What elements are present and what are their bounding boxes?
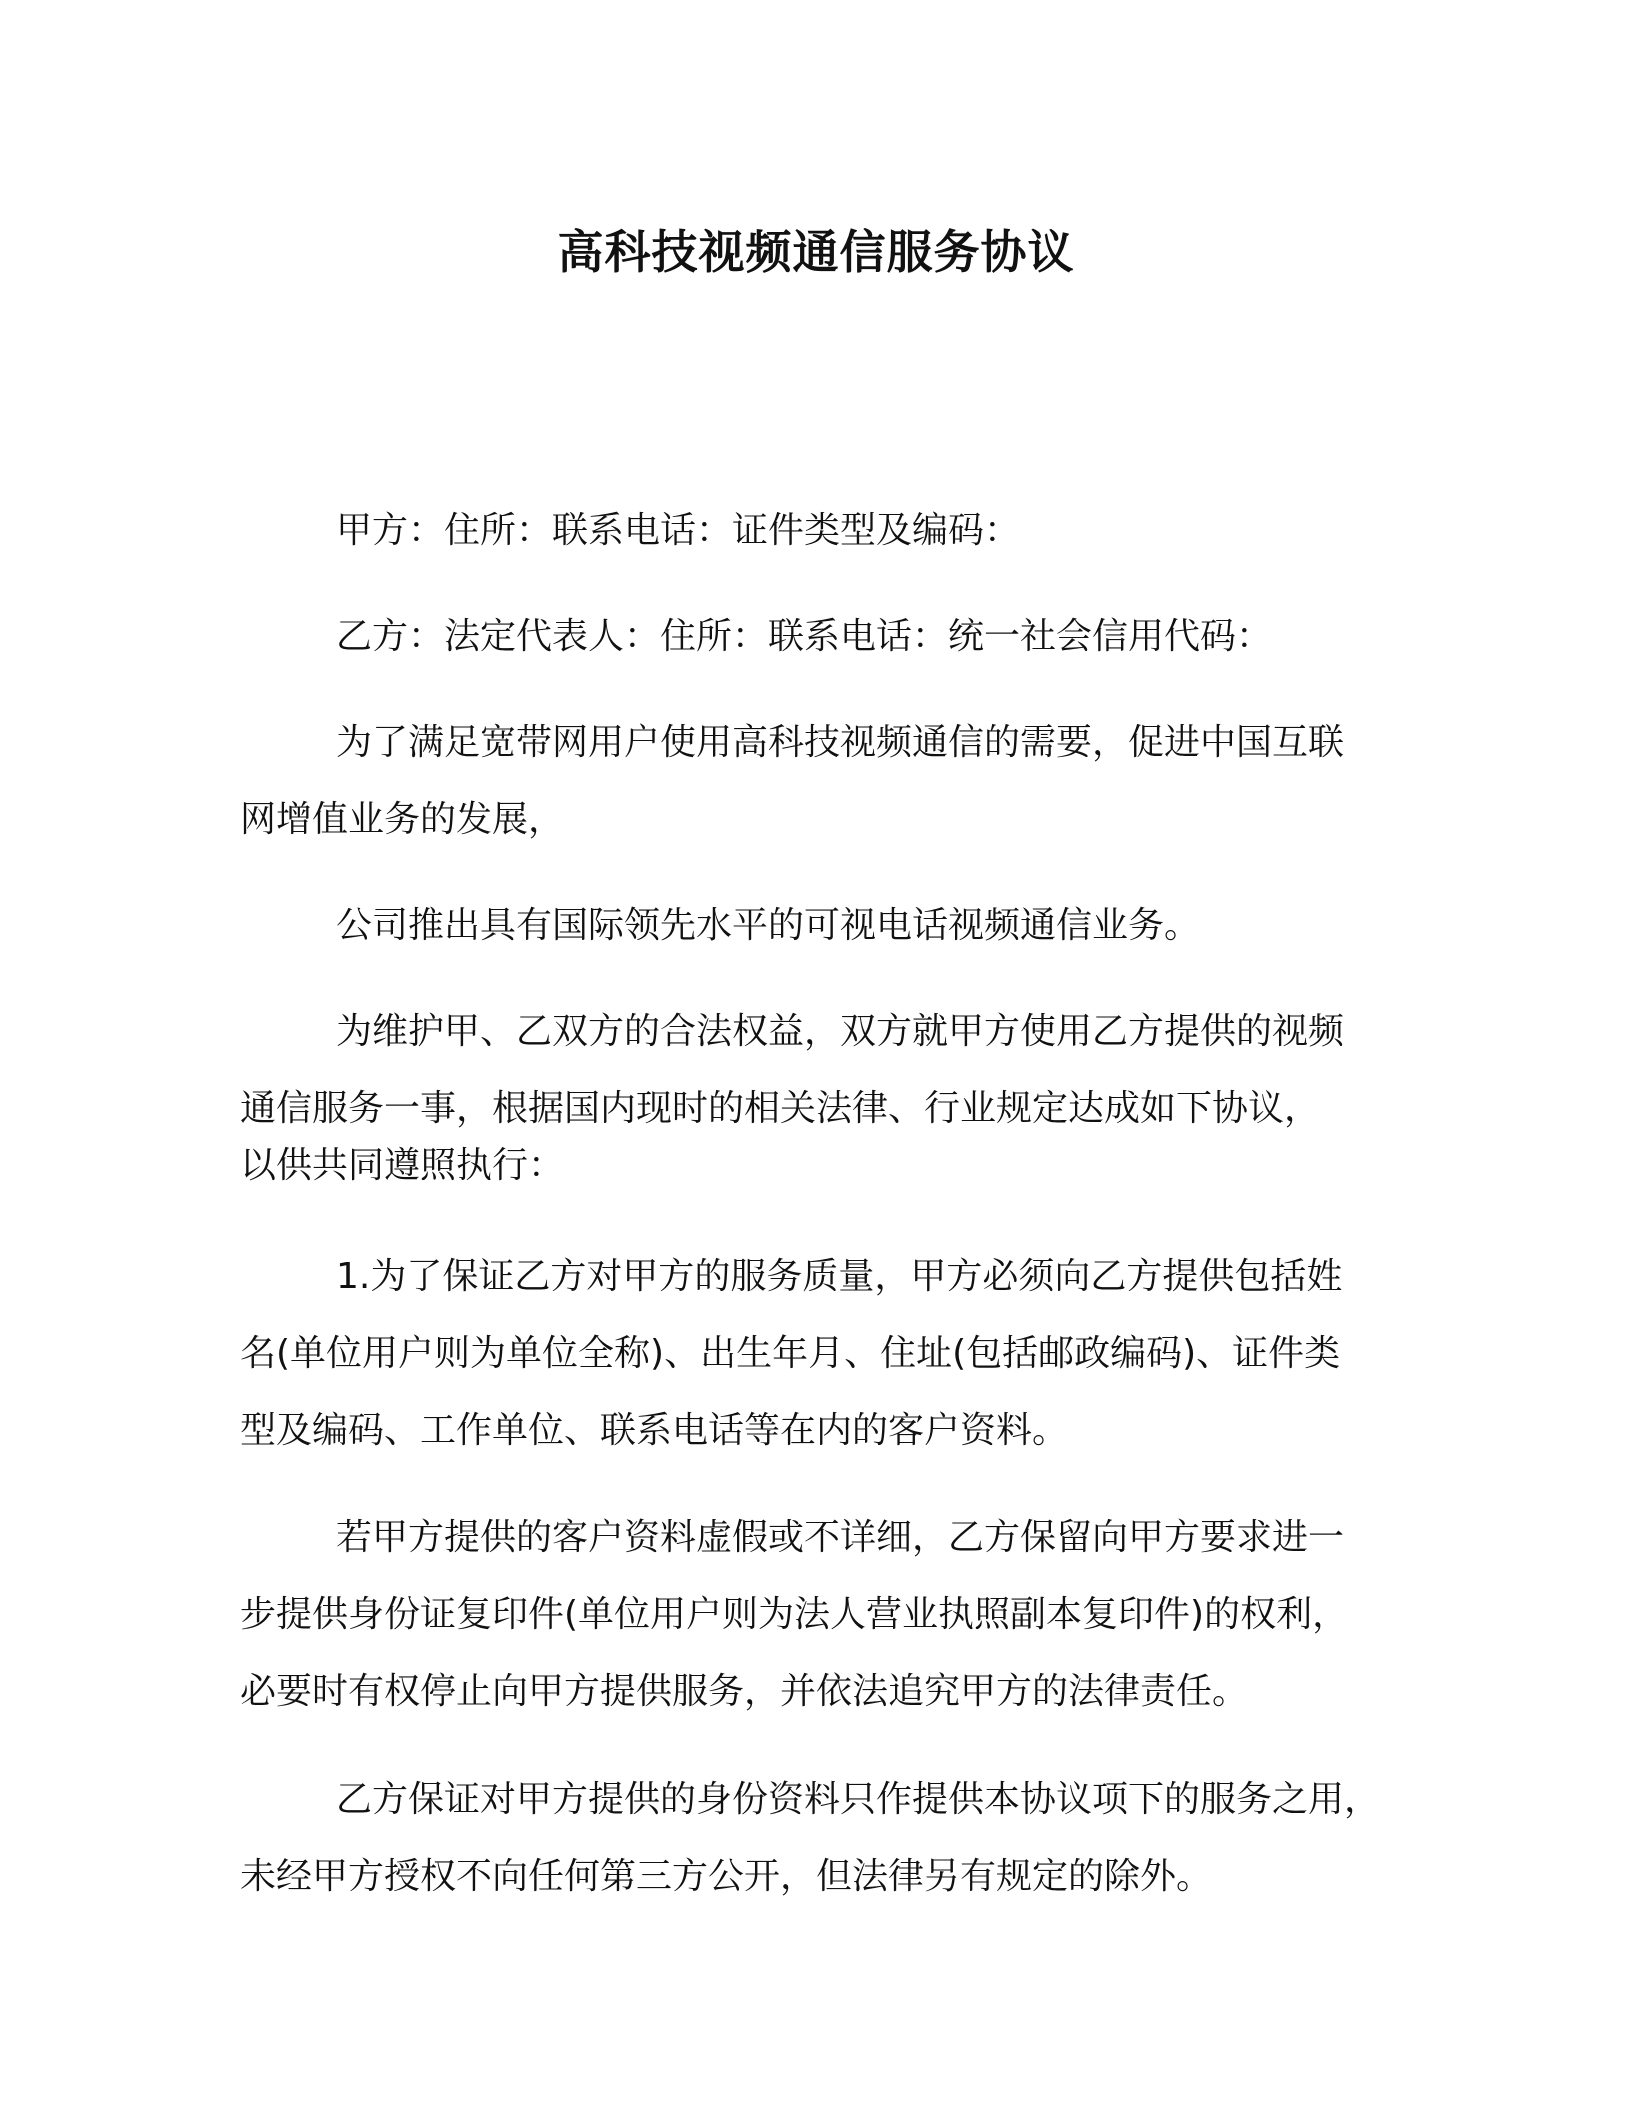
- paragraph-party-a: [240, 492, 1020, 569]
- paragraph-rights: [240, 993, 1344, 1204]
- paragraph-line: 若甲方提供的客户资料虚假或不详细，乙方保留向甲方要求进一: [336, 1517, 1345, 1558]
- paragraph-line: 通信服务一事，根据国内现时的相关法律、行业规定达成如下协议，: [240, 1088, 1321, 1129]
- document-title: 高科技视频通信服务协议: [557, 225, 1075, 279]
- paragraph-line: 以供共同遵照执行：: [240, 1145, 565, 1186]
- paragraph-line: 乙方保证对甲方提供的身份资料只作提供本协议项下的服务之用，: [336, 1779, 1381, 1820]
- paragraph-purpose: [240, 704, 1344, 858]
- paragraph-line: 必要时有权停止向甲方提供服务，并依法追究甲方的法律责任。: [240, 1671, 1249, 1712]
- paragraph-line: 网增值业务的发展，: [240, 799, 565, 840]
- paragraph-line: 未经甲方授权不向任何第三方公开，但法律另有规定的除外。: [240, 1856, 1213, 1897]
- paragraph-false-info: [240, 1499, 1348, 1730]
- paragraph-line: 步提供身份证复印件(单位用户则为法人营业执照副本复印件)的权利，: [240, 1594, 1349, 1635]
- paragraph-line: 乙方：法定代表人：住所：联系电话：统一社会信用代码：: [336, 616, 1273, 657]
- paragraph-line: 名(单位用户则为单位全称)、出生年月、住址(包括邮政编码)、证件类: [240, 1333, 1341, 1374]
- paragraph-line: 1.为了保证乙方对甲方的服务质量，甲方必须向乙方提供包括姓: [336, 1256, 1343, 1297]
- paragraph-privacy: [240, 1761, 1380, 1915]
- paragraph-line: 为维护甲、乙双方的合法权益，双方就甲方使用乙方提供的视频: [336, 1011, 1345, 1052]
- paragraph-line: 为了满足宽带网用户使用高科技视频通信的需要，促进中国互联: [336, 722, 1345, 763]
- paragraph-party-b: [240, 598, 1272, 675]
- paragraph-line: 型及编码、工作单位、联系电话等在内的客户资料。: [240, 1410, 1069, 1451]
- paragraph-company: [240, 887, 1200, 964]
- paragraph-clause-1: [240, 1238, 1342, 1469]
- paragraph-line: 甲方：住所：联系电话：证件类型及编码：: [336, 510, 1021, 551]
- paragraph-line: 公司推出具有国际领先水平的可视电话视频通信业务。: [336, 905, 1201, 946]
